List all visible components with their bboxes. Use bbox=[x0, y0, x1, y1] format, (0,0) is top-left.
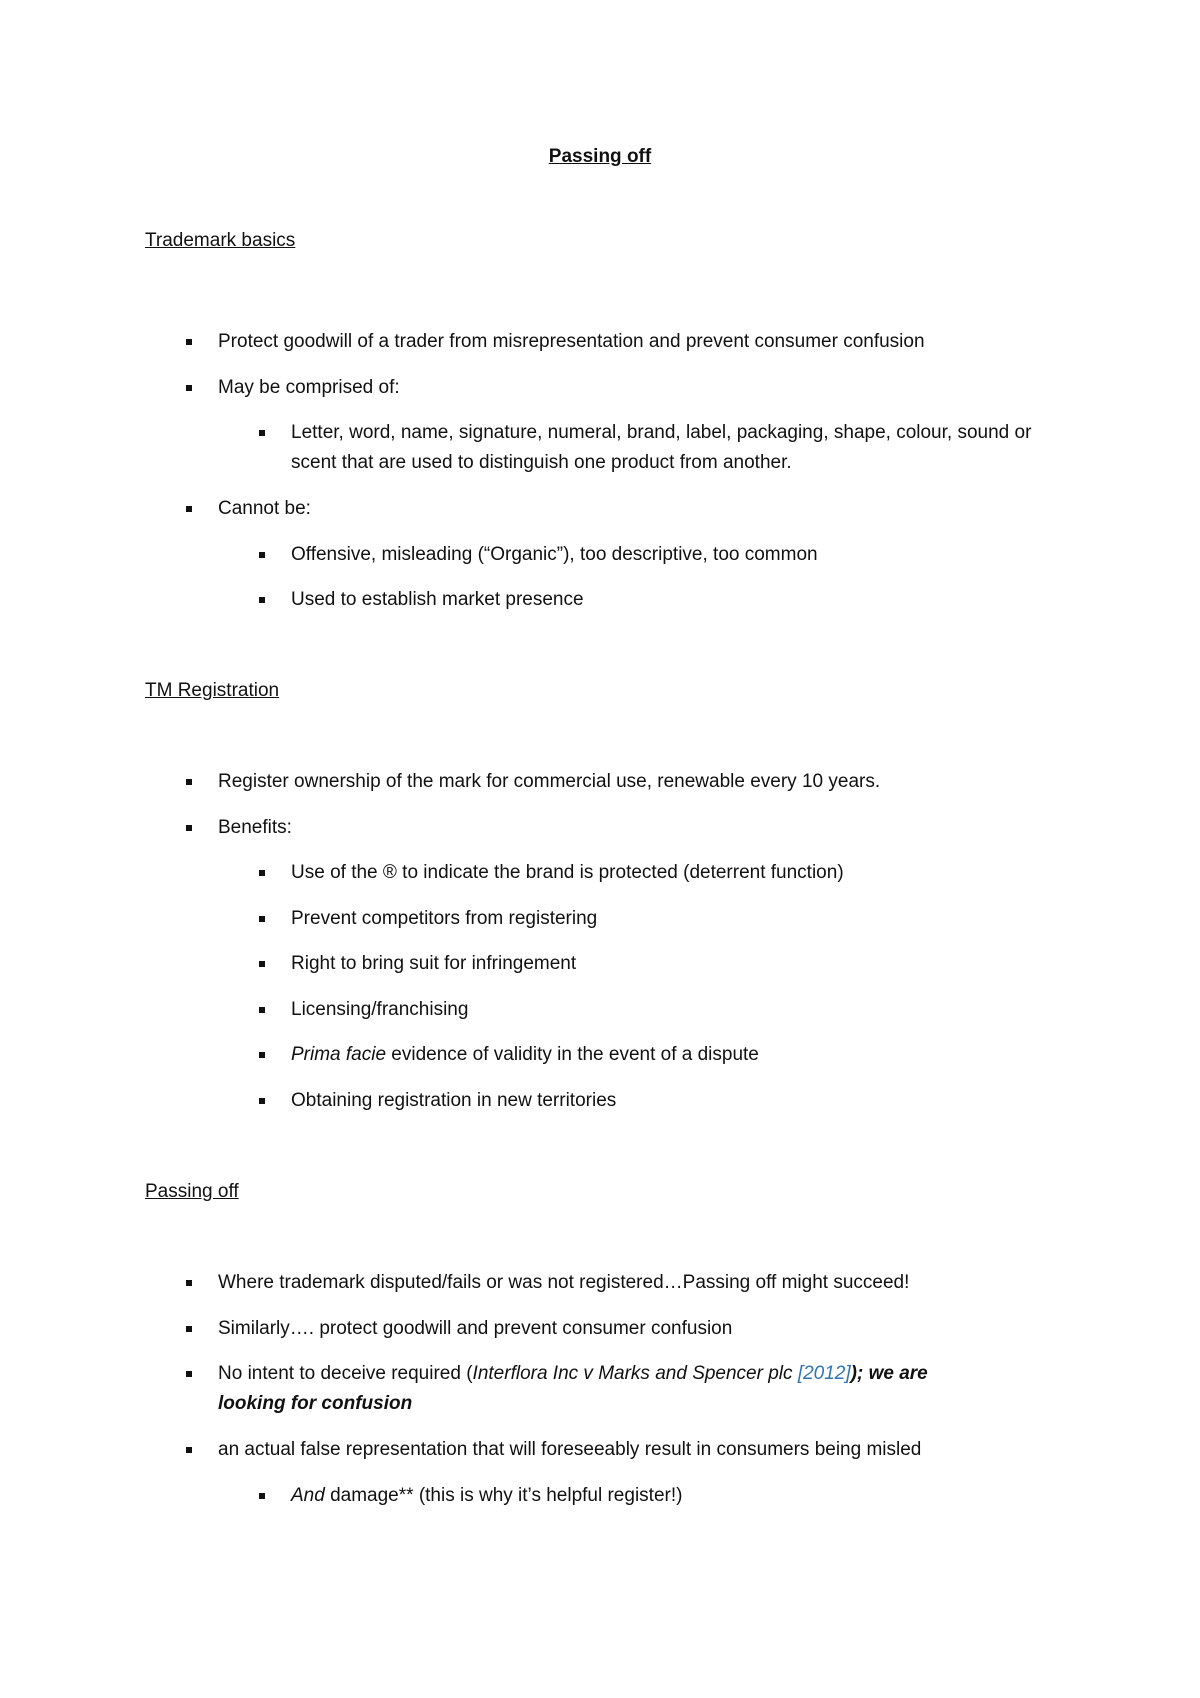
latin-term: Prima facie bbox=[291, 1044, 387, 1065]
list-item-text-rest: evidence of validity in the event of a dispute bbox=[386, 1044, 759, 1065]
list-item bbox=[259, 1481, 1081, 1511]
list-item bbox=[259, 418, 1081, 478]
list-item bbox=[186, 373, 1018, 403]
list-item-text-rest: damage** (this is why it’s helpful register!) bbox=[324, 1485, 683, 1506]
case-year-link[interactable]: [2012] bbox=[797, 1363, 851, 1384]
list-item-text: Where trademark disputed/fails or was not registered…Passing off might succeed! bbox=[218, 1272, 910, 1293]
list-item bbox=[259, 949, 1081, 979]
bullet-icon bbox=[259, 916, 265, 922]
list-item-text: Benefits: bbox=[218, 817, 292, 838]
list-item-text-end: ); we are looking for confusion bbox=[218, 1363, 928, 1414]
bullet-icon bbox=[259, 961, 265, 967]
list-item bbox=[259, 995, 1081, 1025]
list-item-text: Offensive, misleading (“Organic”), too descriptive, too common bbox=[291, 544, 818, 565]
list-item-text bbox=[218, 1359, 998, 1419]
bullet-icon bbox=[259, 870, 265, 876]
list-item-text: May be comprised of: bbox=[218, 377, 400, 398]
bullet-icon bbox=[259, 1493, 265, 1499]
bullet-icon bbox=[186, 1326, 192, 1332]
bullet-icon bbox=[259, 1052, 265, 1058]
list-item-text: Register ownership of the mark for commercial use, renewable every 10 years. bbox=[218, 771, 881, 792]
list-item-text: Right to bring suit for infringement bbox=[291, 953, 577, 974]
list-item-text: Letter, word, name, signature, numeral, brand, label, packaging, shape, colour, sound or scent that are used to distinguish one product from another. bbox=[291, 422, 1032, 473]
list-item bbox=[186, 327, 1018, 357]
bullet-icon bbox=[259, 430, 265, 436]
bullet-icon bbox=[186, 1280, 192, 1286]
list-item-text: Similarly…. protect goodwill and prevent consumer confusion bbox=[218, 1318, 733, 1339]
list-item-text: an actual false representation that will foreseeably result in consumers being misled bbox=[218, 1439, 922, 1460]
bullet-icon bbox=[259, 1007, 265, 1013]
list-item bbox=[259, 858, 1081, 888]
list-item-text bbox=[291, 1040, 1081, 1070]
bullet-icon bbox=[259, 597, 265, 603]
list-item bbox=[186, 494, 1018, 524]
bullet-icon bbox=[186, 385, 192, 391]
list-item bbox=[186, 1359, 998, 1419]
list-item bbox=[259, 540, 1081, 570]
list-item bbox=[186, 767, 1018, 797]
list-item-text bbox=[291, 1481, 1081, 1511]
section-heading-tm-registration: TM Registration bbox=[145, 680, 280, 701]
list-item bbox=[186, 1314, 1018, 1344]
bullet-icon bbox=[259, 552, 265, 558]
list-item-text-start: No intent to deceive required ( bbox=[218, 1363, 473, 1384]
page-title: Passing off bbox=[548, 146, 652, 167]
section-heading-passing-off: Passing off bbox=[145, 1181, 239, 1202]
list-item-text: Used to establish market presence bbox=[291, 589, 584, 610]
list-item-text: Cannot be: bbox=[218, 498, 311, 519]
section-heading-trademark-basics: Trademark basics bbox=[145, 230, 296, 251]
bullet-icon bbox=[259, 1098, 265, 1104]
bullet-icon bbox=[186, 779, 192, 785]
bullet-icon bbox=[186, 506, 192, 512]
list-item bbox=[259, 904, 1081, 934]
list-item-text: Obtaining registration in new territories bbox=[291, 1090, 617, 1111]
list-item-text: Use of the ® to indicate the brand is protected (deterrent function) bbox=[291, 862, 844, 883]
list-item bbox=[186, 1435, 1018, 1465]
list-item bbox=[186, 813, 1018, 843]
list-item bbox=[259, 1040, 1081, 1070]
bullet-icon bbox=[186, 1447, 192, 1453]
list-item-text: Prevent competitors from registering bbox=[291, 908, 598, 929]
bullet-icon bbox=[186, 825, 192, 831]
emphasis-word: And bbox=[291, 1485, 325, 1506]
case-name: Interflora Inc v Marks and Spencer plc bbox=[472, 1363, 798, 1384]
list-item bbox=[259, 585, 1081, 615]
list-item-text: Protect goodwill of a trader from misrepresentation and prevent consumer confusion bbox=[218, 331, 925, 352]
bullet-icon bbox=[186, 339, 192, 345]
list-item bbox=[259, 1086, 1081, 1116]
list-item-text: Licensing/franchising bbox=[291, 999, 469, 1020]
bullet-icon bbox=[186, 1371, 192, 1377]
list-item bbox=[186, 1268, 1018, 1298]
